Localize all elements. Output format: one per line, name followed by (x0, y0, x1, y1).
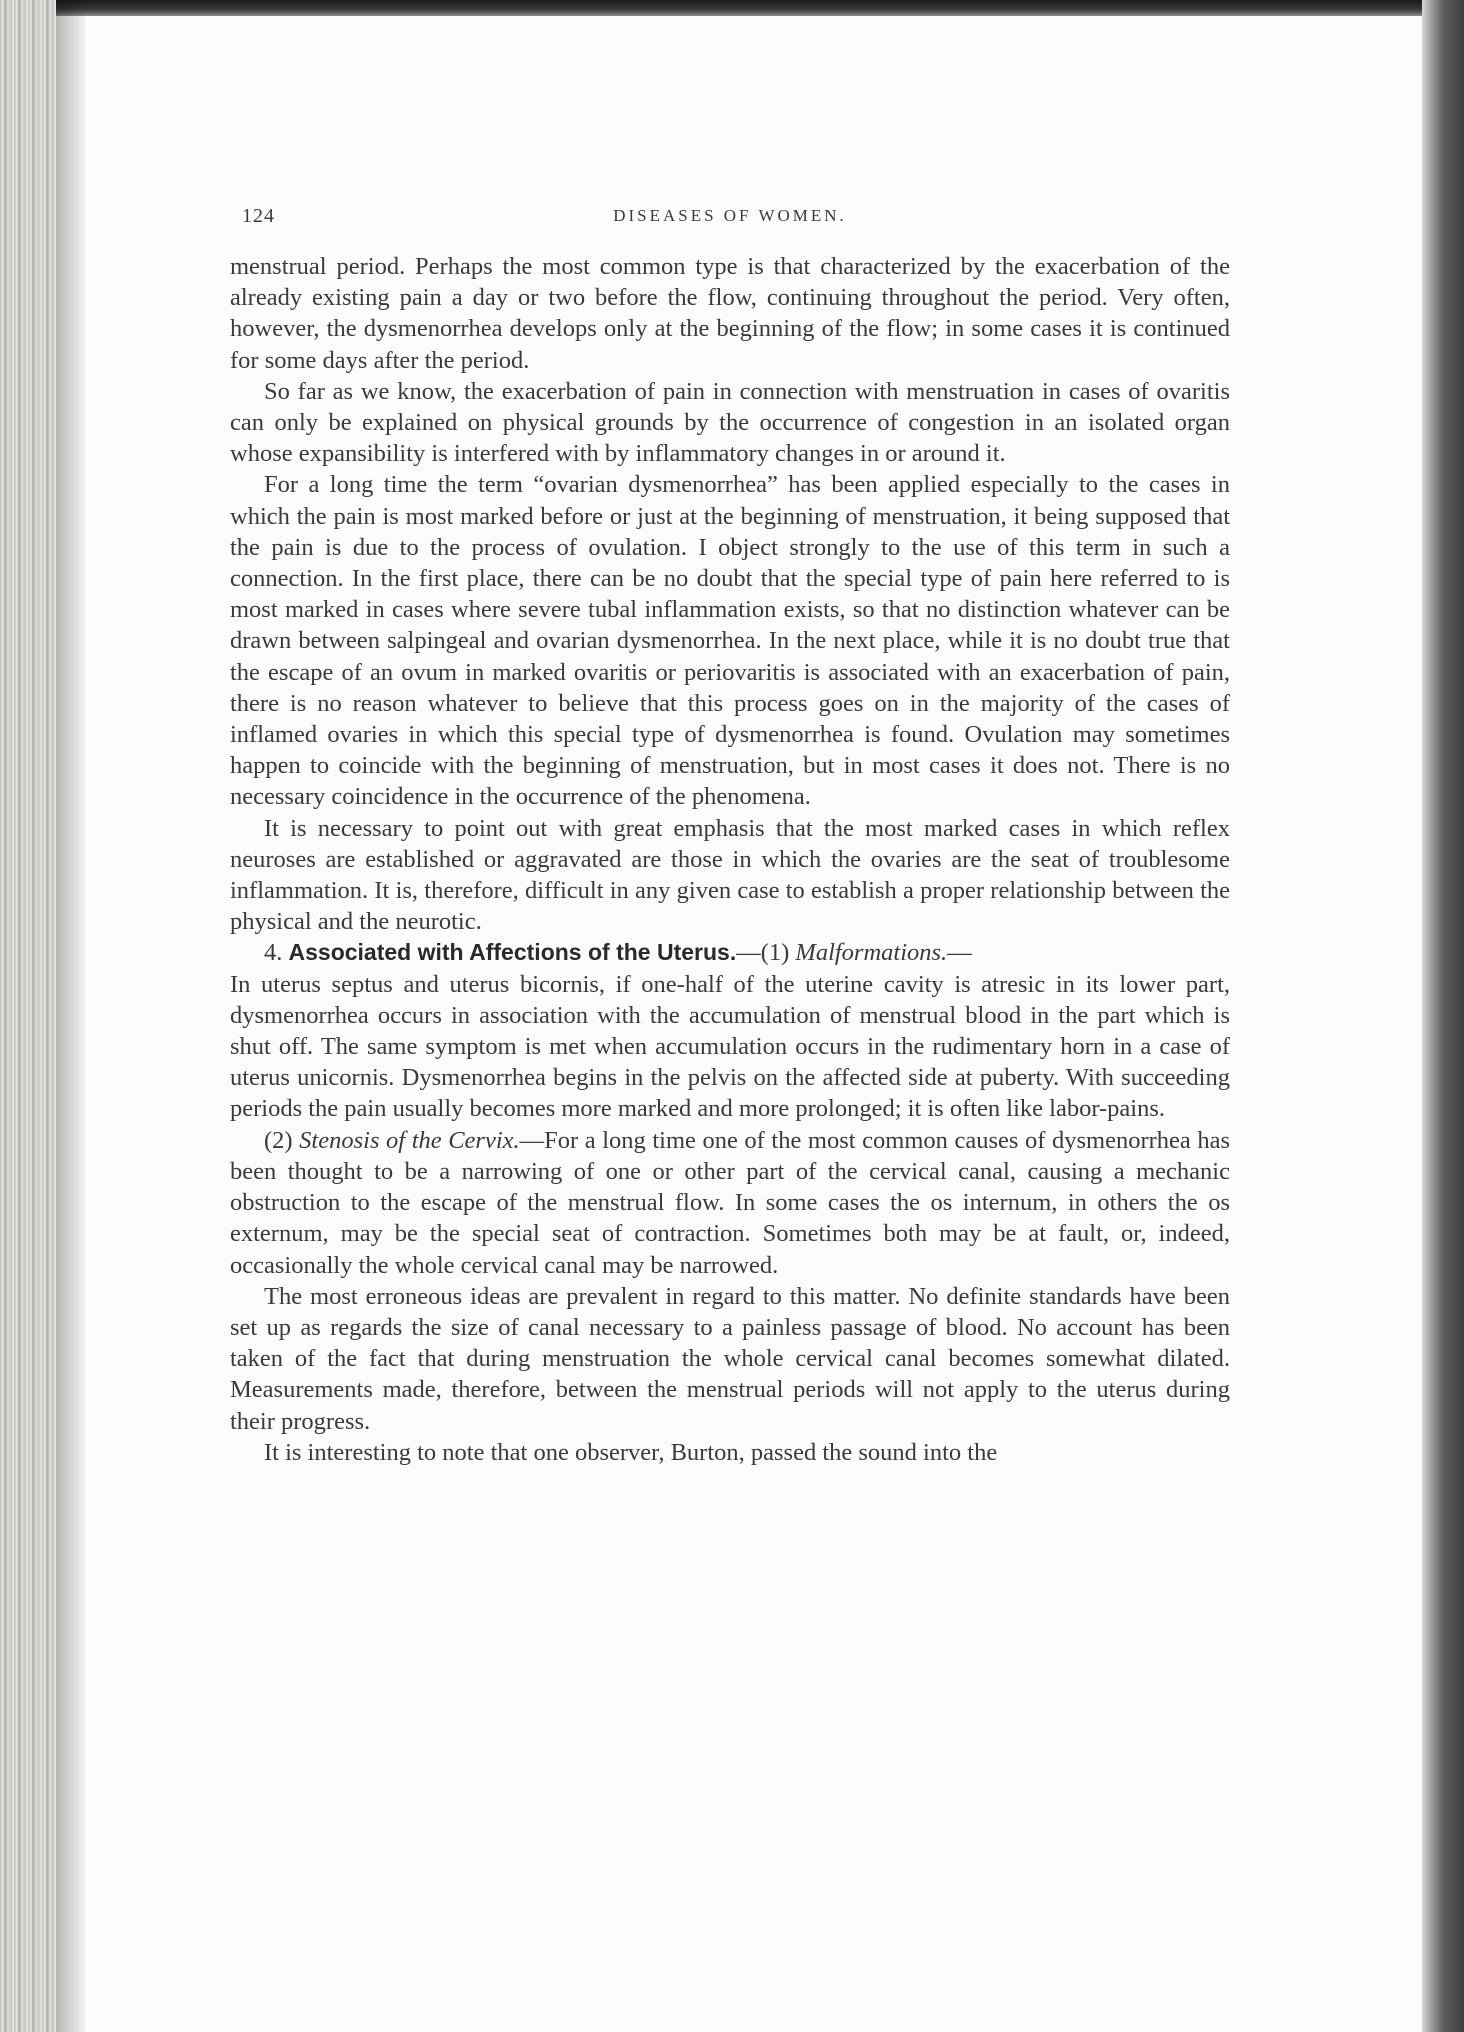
page-content (230, 195, 1230, 1468)
book-cover-edge (1422, 0, 1464, 2032)
gutter-shadow (56, 0, 86, 2032)
paragraph-erroneous-ideas: The most erroneous ideas are prevalent in regard to this matter. No definite standards have been set up as regards the size of canal necessary to a painless passage of blood. No account has been taken of the fact that during menstruation the whole cervical canal becomes somewhat dilated. Measurements made, therefore, between the menstrual periods will not apply to the uterus during their progress. (230, 1282, 1230, 1435)
book-binding (0, 0, 56, 2032)
paragraph-ovaritis-congestion: So far as we know, the exacerbation of pain in connection with menstruation in cases of ovaritis can only be explained on physical grounds by the occurrence of congestion in an isolated organ whose expansibility is interfered with by inflammatory changes in or around it. (230, 377, 1230, 468)
section-number: 4. (264, 939, 283, 967)
subsection-title: Malformations. (795, 939, 948, 967)
running-title: DISEASES OF WOMEN. (613, 206, 847, 225)
subsection-title: Stenosis of the Cervix. (299, 1126, 520, 1154)
paragraph-reflex-neuroses: It is necessary to point out with great emphasis that the most marked cases in which reflex neuroses are established or aggravated are those in which the ovaries are the seat of troublesome inflammation. It is, therefore, difficult in any given case to establish a proper relationship between the physical and the neurotic. (230, 814, 1230, 936)
top-edge (0, 0, 1464, 16)
subsection-label: —(1) (736, 939, 790, 967)
subsection-label: (2) (264, 1126, 293, 1154)
paragraph-stenosis-cervix (230, 1125, 1230, 1281)
stenosis-text: —For a long time one of the most common causes of dysmenorrhea has been thought to be a narrowing of one or other part of the cervical canal, causing a mechanic obstruction to the escape of the menstrual flow. In some cases the os internum, in others the os externum, may be the special seat of contraction. Sometimes both may be at fault, or, indeed, occasionally the whole cervical canal may be narrowed. (230, 1126, 1231, 1279)
em-dash: — (947, 939, 972, 967)
paragraph-ovarian-dysmenorrhea: For a long time the term “ovarian dysmenorrhea” has been applied especially to the cases in which the pain is most marked before or just at the beginning of menstruation, it being supposed that the pain is due to the process of ovulation. I object strongly to the use of this term in such a connection. In the first place, there can be no doubt that the special type of pain here referred to is most marked in cases where severe tubal inflammation exists, so that no distinction whatever can be drawn between salpingeal and ovarian dysmenorrhea. In the next place, while it is no doubt true that the escape of an ovum in marked ovaritis or periovaritis is associated with an exacerbation of pain, there is no reason whatever to believe that this process goes on in the majority of the cases of inflamed ovaries in which this special type of dysmenorrhea is found. Ovulation may sometimes happen to coincide with the beginning of menstruation, but in most cases it does not. There is no necessary coincidence in the occurrence of the phenomena. (230, 471, 1230, 811)
paragraph-burton: It is interesting to note that one observer, Burton, passed the sound into the (264, 1438, 998, 1466)
malformations-text: In uterus septus and uterus bicornis, if one-half of the uterine cavity is atresic in its lower part, dysmenorrhea occurs in association with the accumulation of menstrual blood in the part which is shut off. The same symptom is met when accumulation occurs in the rudimentary horn in a case of uterus unicornis. Dysmenorrhea begins in the pelvis on the affected side at puberty. With succeeding periods the pain usually becomes more marked and more prolonged; it is often like labor-pains. (230, 970, 1230, 1123)
running-head (230, 195, 1230, 235)
section-heading: Associated with Affections of the Uterus. (288, 939, 737, 966)
paragraph-uterus-affections (230, 937, 1230, 1124)
body-text (230, 251, 1230, 1468)
paragraph-continuation: menstrual period. Perhaps the most common type is that characterized by the exacerbation of the already existing pain a day or two before the flow, continuing throughout the period. Very often, however, the dysmenorrhea develops only at the beginning of the flow; in some cases it is continued for some days after the period. (230, 253, 1230, 374)
page-number: 124 (242, 205, 275, 227)
